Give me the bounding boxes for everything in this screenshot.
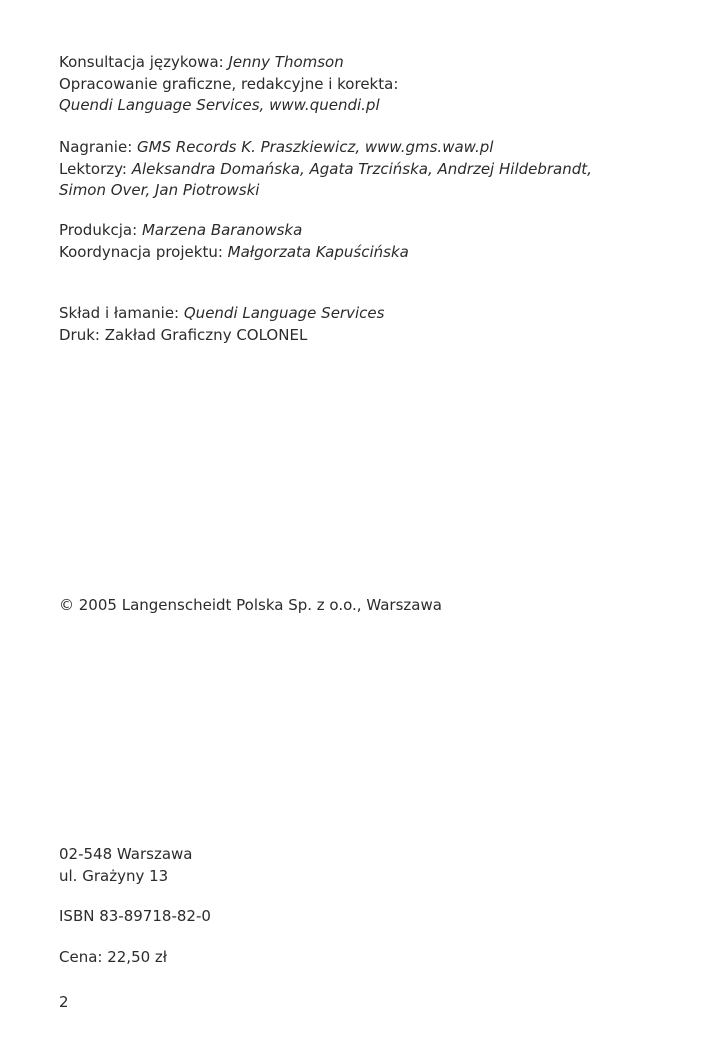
address-line-1: 02-548 Warszawa (59, 845, 193, 863)
price-block (59, 947, 167, 969)
printing-line: Druk: Zakład Graficzny COLONEL (59, 325, 308, 344)
typesetting-line (59, 303, 384, 325)
recording-block (59, 137, 592, 202)
coordination-value: Małgorzata Kapuścińska (227, 242, 409, 261)
coordination-label: Koordynacja projektu: (59, 242, 228, 261)
copyright-line: © 2005 Langenscheidt Polska Sp. z o.o., Warszawa (59, 596, 442, 614)
address-block (59, 844, 192, 887)
recording-value: GMS Records K. Praszkiewicz, www.gms.waw.pl (137, 138, 494, 156)
readers-value-2: Simon Over, Jan Piotrowski (59, 181, 260, 199)
typesetting-block (59, 303, 384, 346)
readers-value-1: Aleksandra Domańska, Agata Trzcińska, Andrzej Hildebrandt, (131, 159, 592, 178)
consultation-line (59, 52, 398, 74)
typesetting-value: Quendi Language Services (183, 304, 385, 322)
consultation-label: Konsultacja językowa: (59, 53, 229, 71)
recording-label: Nagranie: (59, 138, 138, 156)
coordination-line (59, 242, 409, 264)
copyright-block (59, 595, 442, 617)
recording-line (59, 137, 592, 159)
production-value: Marzena Baranowska (141, 221, 303, 239)
readers-label: Lektorzy: (59, 159, 132, 178)
isbn-line: ISBN 83-89718-82-0 (59, 907, 211, 925)
price-line: Cena: 22,50 zł (59, 948, 168, 966)
editorial-value: Quendi Language Services, www.quendi.pl (59, 96, 380, 114)
consultation-name: Jenny Thomson (228, 53, 344, 71)
production-line (59, 220, 409, 242)
isbn-block (59, 906, 211, 928)
address-line-2: ul. Grażyny 13 (59, 866, 169, 885)
typesetting-label: Skład i łamanie: (59, 304, 184, 322)
production-label: Produkcja: (59, 221, 142, 239)
production-block (59, 220, 409, 263)
editorial-label: Opracowanie graficzne, redakcyjne i korekta: (59, 74, 399, 93)
consultation-editorial-block (59, 52, 398, 117)
readers-line (59, 159, 592, 181)
page-number (59, 992, 69, 1014)
page-number-text: 2 (59, 993, 69, 1011)
